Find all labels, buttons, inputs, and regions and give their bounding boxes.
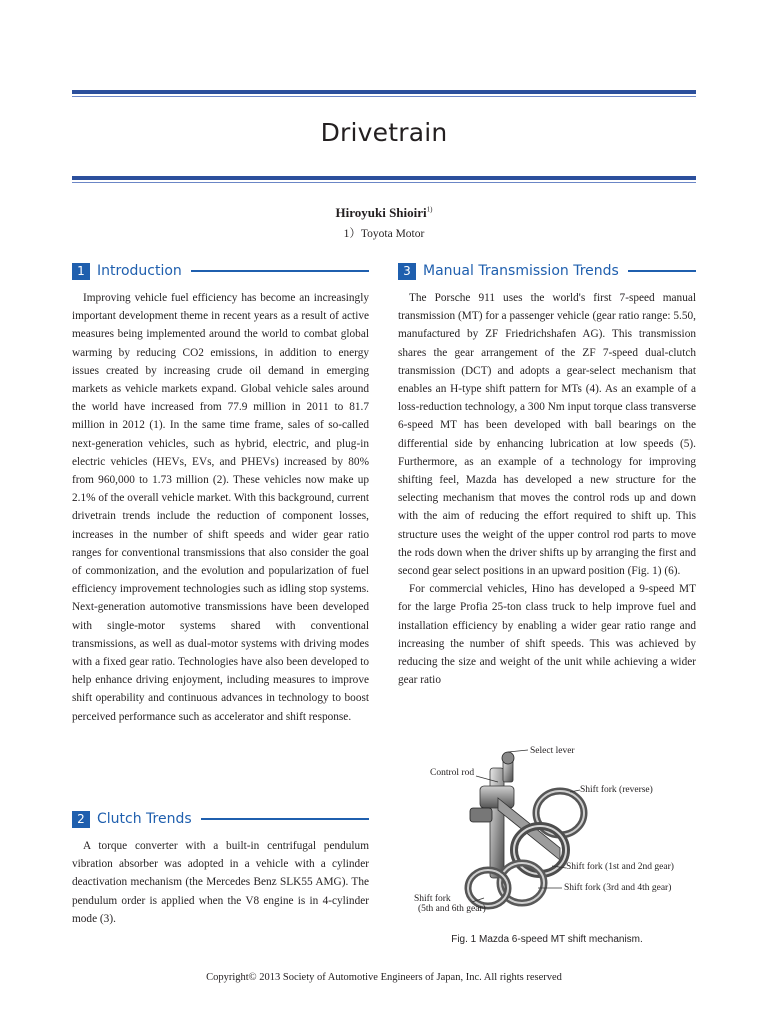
section-title: Manual Transmission Trends <box>423 263 619 279</box>
manual-transmission-body <box>398 289 696 689</box>
label-shift-fork-5th-6th <box>414 894 486 914</box>
section-rule <box>191 270 369 272</box>
label-line-2: (5th and 6th gear) <box>418 904 486 914</box>
label-shift-fork-3rd-4th: Shift fork (3rd and 4th gear) <box>564 883 672 893</box>
title-bottom-rule <box>72 176 696 183</box>
copyright-footer: Copyright© 2013 Society of Automotive Engineers of Japan, Inc. All rights reserved <box>206 972 562 983</box>
author-affiliation-mark: 1) <box>426 205 433 214</box>
section-rule <box>201 818 369 820</box>
top-double-rule <box>72 90 696 97</box>
introduction-body <box>72 289 369 726</box>
label-line-1: Shift fork <box>414 894 451 904</box>
section-number: 2 <box>72 811 90 828</box>
author-affiliation: 1）Toyota Motor <box>343 228 425 240</box>
clutch-trends-body <box>72 837 369 928</box>
section-title: Introduction <box>97 263 182 279</box>
label-shift-fork-reverse: Shift fork (reverse) <box>580 785 653 795</box>
paragraph: For commercial vehicles, Hino has developed a 9-speed MT for the large Profia 25-ton class truck to help improve fuel and installation efficiency by enabling a wider gear ratio range and increasing the number of shift speeds. This was achieved by reducing the size and weight of the unit while achieving a wider gear ratio <box>398 583 696 687</box>
label-select-lever: Select lever <box>530 746 575 756</box>
label-control-rod: Control rod <box>430 768 475 778</box>
paragraph: Improving vehicle fuel efficiency has become an increasingly important development theme in recent years as a result of active measures being implemented around the world to combat global warming by reducing CO2 emissions, in addition to energy issues created by increasing crude oil demand in emerging markets as vehicle markets expand. Global vehicle sales around the world have increased from 77.9 million in 2011 to 81.7 million in 2012 (1). In the same time frame, sales of so-called next-generation vehicles, such as hybrid, electric, and plug-in electric vehicles (HEVs, EVs, and PHEVs) increased by 80% from 960,000 to 1.73 million (2). These vehicles now make up 2.1% of the overall vehicle market. With this background, current drivetrain trends include the reduction of component losses, increases in the number of shift speeds and wider gear ratio ranges for conventional transmissions that also consider the goal of commonization, and the evolution and popularization of fuel efficiency improvement technologies such as idling stop systems. Next-generation automotive transmissions have been developed with single-motor systems shared with conventional transmissions, as well as dual-motor systems with driving modes with a fixed gear ratio. Technologies have also been developed to help enhance driving enjoyment, including measures to improve shift operability and continuous advances in technology to boost perceived performance such as accelerator and shift response. <box>72 292 369 723</box>
figure-caption: Fig. 1 Mazda 6-speed MT shift mechanism. <box>451 934 643 945</box>
section-number: 3 <box>398 263 416 280</box>
section-title: Clutch Trends <box>97 811 192 827</box>
paragraph: The Porsche 911 uses the world's first 7-speed manual transmission (MT) for a passenger vehicle (gear ratio range: 5.50, manufactured by ZF Friedrichshafen AG). This transmission shares the gear arrangement of the ZF 7-speed dual-clutch transmission (DCT) and adopts a gear-select mechanism that enables an H-type shift pattern for MTs (4). As an example of a loss-reduction technology, a 300 Nm input torque class transverse 6-speed MT has been developed with ball bearings on the differential side by enhancing lubrication at low speeds (5). Furthermore, as an example of a technology for improving shifting feel, Mazda has developed a new structure for the selecting mechanism that moves the control rods up and down with the aim of reducing the effort required to shift up. This structure uses the weight of the upper control rod parts to move the rods down when the driver shifts up by arranging the first and second gear select positions in an upward position (Fig. 1) (6). <box>398 292 696 578</box>
figure-shift-mechanism <box>410 738 690 924</box>
label-shift-fork-1st-2nd: Shift fork (1st and 2nd gear) <box>566 862 674 872</box>
page-title: Drivetrain <box>320 118 448 147</box>
section-rule <box>628 270 696 272</box>
section-heading-introduction <box>72 261 369 281</box>
section-heading-manual-transmission <box>398 261 696 281</box>
section-number: 1 <box>72 263 90 280</box>
author-line <box>0 205 768 221</box>
author-name: Hiroyuki Shioiri <box>335 205 427 220</box>
paragraph: A torque converter with a built-in centrifugal pendulum vibration absorber was adopted in a vehicle with a cylinder deactivation mechanism (the Mercedes Benz SLK55 AMG). The pendulum order is applied when the V8 engine is in 4-cylinder mode (3). <box>72 840 369 925</box>
section-heading-clutch-trends <box>72 809 369 829</box>
